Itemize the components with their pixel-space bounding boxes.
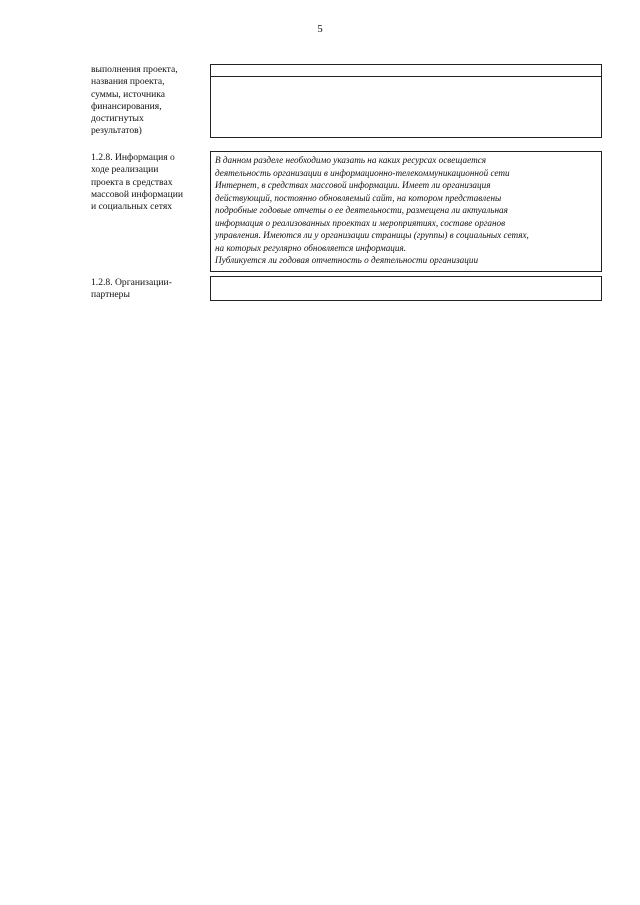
inner-divider bbox=[211, 76, 601, 77]
row-label-media-info: 1.2.8. Информация о ходе реализации проекта в средствах массовой информации и социальных сетях bbox=[91, 152, 183, 213]
media-info-instructions: В данном разделе необходимо указать на каких ресурсах освещается деятельность организации в информационно-телекоммуникационной сети Интернет, в средствах массовой информации. Имеет ли организация действующий, постоянно обновляемый сайт, на котором представлены подробные годовые отчеты о ее деятельности, размещена ли актуальная информация о реализованных проектах и мероприятиях, составе органов управления. Имеются ли у организации страницы (группы) в социальных сетях, на которых регулярно обновляется информация. Публикуется ли годовая отчетность о деятельности организации bbox=[215, 155, 529, 265]
project-results-field[interactable] bbox=[210, 64, 602, 138]
row-label-project-results: выполнения проекта, названия проекта, суммы, источника финансирования, достигнутых результатов) bbox=[91, 64, 178, 137]
partners-field[interactable] bbox=[210, 276, 602, 301]
row-label-partners: 1.2.8. Организации- партнеры bbox=[91, 277, 172, 301]
page-number: 5 bbox=[317, 23, 323, 35]
media-info-field[interactable] bbox=[210, 151, 602, 272]
